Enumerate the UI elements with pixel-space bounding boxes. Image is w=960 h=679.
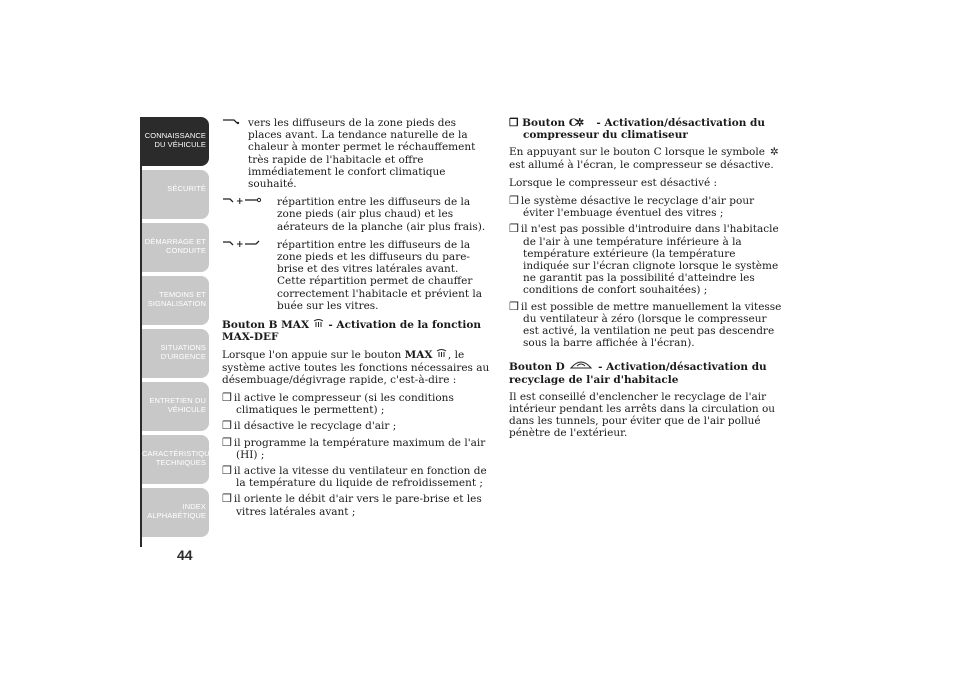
tab-entretien[interactable]: ENTRETIEN DU VÉHICULE bbox=[142, 382, 209, 431]
list-item bbox=[222, 392, 490, 416]
bullet-icon: ❒ bbox=[222, 391, 232, 405]
para1-post: est allumé à l'écran, le compresseur se désactive. bbox=[509, 158, 774, 171]
list-item bbox=[509, 301, 784, 350]
tab-demarrage[interactable]: DÉMARRAGE ET CONDUITE bbox=[142, 223, 209, 272]
air-distribution-feet bbox=[222, 117, 490, 190]
bullet-text: il désactive le recyclage d'air ; bbox=[233, 420, 397, 433]
bullet-icon: ❒ bbox=[509, 194, 519, 208]
heading-b-pre: Bouton B MAX bbox=[222, 319, 310, 332]
heading-d-post: - Activation/désactivation du recyclage de l'air d'habitacle bbox=[509, 361, 767, 386]
snowflake-icon: ✲ bbox=[575, 117, 585, 129]
compressor-para bbox=[509, 146, 784, 170]
heading-d-pre: Bouton D bbox=[509, 361, 565, 374]
air-distribution-feet-dash bbox=[222, 196, 490, 233]
heading-button-b bbox=[222, 318, 490, 343]
tab-index[interactable]: INDEX ALPHABÉTIQUE bbox=[142, 488, 209, 537]
bullet-text: le système désactive le recyclage d'air pour éviter l'embuage éventuel des vitres ; bbox=[520, 195, 755, 220]
feet-airflow-icon bbox=[222, 117, 248, 190]
heading-c-post: - Activation/désactivation du compresseur du climatiseur bbox=[523, 117, 765, 142]
list-item bbox=[509, 223, 784, 296]
bullet-icon: ❒ bbox=[509, 299, 519, 313]
heading-c-pre: Bouton C bbox=[522, 117, 578, 129]
bullet-text: il active le compresseur (si les conditions climatiques le permettent) ; bbox=[233, 392, 454, 417]
tab-securite[interactable]: SÉCURITÉ bbox=[142, 170, 209, 219]
bullet-icon: ❒ bbox=[222, 435, 232, 449]
plus-symbol-2: + bbox=[236, 239, 244, 250]
bullet-text: il est possible de mettre manuellement la vitesse du ventilateur à zéro (lorsque le compresseur est activé, la ventilation ne peut pas descendre sous la barre affichée à l'écran). bbox=[520, 300, 782, 350]
left-column bbox=[222, 117, 490, 522]
bullet-icon: ❒ bbox=[509, 222, 519, 236]
air1-text: vers les diffuseurs de la zone pieds des places avant. La tendance naturelle de la chaleur à monter permet le réchauffement très rapide de l'habitacle et offre immédiatement le confort climatique souhaité. bbox=[248, 117, 476, 191]
feet-windscreen-airflow-icon bbox=[222, 239, 277, 312]
bullet-icon: ❒ bbox=[222, 464, 232, 478]
air3-text: répartition entre les diffuseurs de la zone pieds et les diffuseurs du pare-brise et des vitres latérales avant. Cette répartition permet de chauffer correctement l'habitacle et prévient la buée sur les vitres. bbox=[277, 238, 483, 312]
bullet-text: il programme la température maximum de l'air (HI) ; bbox=[233, 436, 486, 461]
defrost-icon bbox=[313, 318, 325, 331]
intro-pre: Lorsque l'on appuie sur le bouton bbox=[222, 349, 402, 362]
intro-post: , le système active toutes les fonctions nécessaires au désembuage/dégivrage rapide, c'est-à-dire : bbox=[222, 349, 490, 386]
plus-symbol: + bbox=[236, 197, 244, 208]
tab-connaissance[interactable]: CONNAISSANCE DU VÉHICULE bbox=[142, 117, 209, 166]
heading-button-d bbox=[509, 359, 784, 385]
bullet-icon: ❒ bbox=[509, 117, 523, 129]
air-distribution-feet-windscreen bbox=[222, 239, 490, 312]
section-tabs bbox=[142, 117, 220, 541]
bullet-text: il n'est pas possible d'introduire dans l'habitacle de l'air à une température inférieure à la température extérieure (la température indiquée sur l'écran clignote lorsque le système ne garantit pas la possibilité d'atteindre les conditions de confort souhaitées) ; bbox=[520, 223, 779, 297]
list-item bbox=[222, 437, 490, 461]
tab-caracteristiques[interactable]: CARACTÉRISTIQUES TECHNIQUES bbox=[142, 435, 209, 484]
list-item bbox=[222, 493, 490, 517]
feet-dash-airflow-icon bbox=[222, 196, 277, 233]
heading-b-post: - Activation de la fonction MAX-DEF bbox=[222, 319, 481, 344]
max-intro bbox=[222, 348, 490, 386]
page-number: 44 bbox=[177, 547, 193, 563]
tab-strip bbox=[140, 117, 142, 547]
para1-pre: En appuyant sur le bouton C lorsque le symbole bbox=[509, 146, 765, 159]
tab-situations[interactable]: SITUATIONS D'URGENCE bbox=[142, 329, 209, 378]
tab-temoins[interactable]: TEMOINS ET SIGNALISATION bbox=[142, 276, 209, 325]
bullet-icon: ❒ bbox=[222, 492, 232, 506]
air2-text: répartition entre les diffuseurs de la zone pieds (air plus chaud) et les aérateurs de la planche (air plus frais). bbox=[277, 196, 486, 233]
list-item bbox=[222, 420, 490, 432]
bullet-text: il oriente le débit d'air vers le pare-brise et les vitres latérales avant ; bbox=[233, 493, 482, 518]
defrost-icon-inline bbox=[436, 348, 448, 361]
list-item bbox=[509, 195, 784, 219]
compressor-off-intro: Lorsque le compresseur est désactivé : bbox=[509, 176, 718, 189]
heading-button-c bbox=[509, 117, 784, 141]
bullet-text: il active la vitesse du ventilateur en fonction de la température du liquide de refroidissement ; bbox=[233, 465, 487, 490]
intro-max: MAX bbox=[404, 349, 433, 362]
recirculation-para: Il est conseillé d'enclencher le recyclage de l'air intérieur pendant les arrêts dans la circulation ou dans les tunnels, pour éviter que de l'air pollué pénètre de l'extérieur. bbox=[509, 390, 776, 440]
list-item bbox=[222, 465, 490, 489]
bullet-icon: ❒ bbox=[222, 419, 232, 433]
snowflake-icon-inline: ✲ bbox=[769, 146, 779, 159]
recirculation-icon bbox=[568, 359, 594, 373]
right-column bbox=[509, 117, 784, 446]
